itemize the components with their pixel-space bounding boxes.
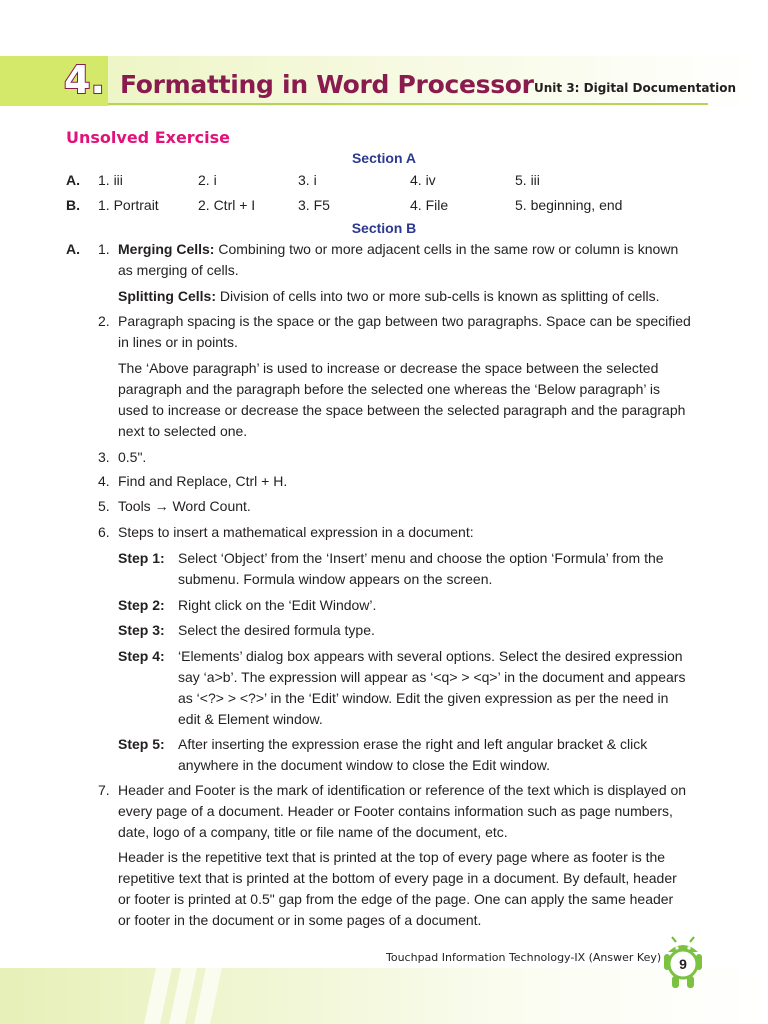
step-3-line-1: Select the desired formula type. <box>178 622 375 638</box>
step-1-line-1: Select ‘Object’ from the ‘Insert’ menu and choose the option ‘Formula’ from the <box>178 550 664 566</box>
q2-line-2: in lines or in points. <box>118 334 238 350</box>
q4-number: 4. <box>98 473 110 489</box>
q3-number: 3. <box>98 449 110 465</box>
step-1-label: Step 1: <box>118 550 165 566</box>
q1-number: 1. <box>98 241 110 257</box>
merging-line-2: as merging of cells. <box>118 262 239 278</box>
q2-p2-line-4: next to selected one. <box>118 423 248 439</box>
q2-number: 2. <box>98 313 110 329</box>
step-5-line-2: anywhere in the document window to close the Edit window. <box>178 757 550 773</box>
q7-line-1: Header and Footer is the mark of identification or reference of the text which is displayed on <box>118 782 687 798</box>
section-a-title: Section A <box>351 150 417 166</box>
answer-item: 1. iii <box>98 172 123 188</box>
chapter-title: Formatting in Word Processor <box>120 70 534 99</box>
q7-line-3: date, logo of a company, title or file name of the document, etc. <box>118 824 508 840</box>
step-4-line-3: as ‘<?> > <?>’ in the ‘Edit’ window. Edit the given expression as per the need in <box>178 690 669 706</box>
merging-term: Merging Cells: <box>118 241 215 257</box>
q7-p2-line-1: Header is the repetitive text that is printed at the top of every page where as footer is the <box>118 849 666 865</box>
answer-item: 4. File <box>410 197 449 213</box>
q6-number: 6. <box>98 524 110 540</box>
step-4-line-4: edit & Element window. <box>178 711 323 727</box>
exercise-heading: Unsolved Exercise <box>66 128 231 147</box>
q7-p2-line-2: repetitive text that is printed at the bottom of every page in a document. By default, header <box>118 870 677 886</box>
answer-item: 3. i <box>298 172 317 188</box>
q7-line-2: every page of a document. Header or Footer contains information such as page numbers, <box>118 803 673 819</box>
q2-p2-line-2: paragraph and the paragraph before the selected one whereas the ‘Below paragraph’ is <box>118 381 660 397</box>
page-number: 9 <box>679 956 687 972</box>
q2-p2-line-3: used to increase or decrease the space between the selected paragraph and the paragraph <box>118 402 686 418</box>
q4-answer: Find and Replace, Ctrl + H. <box>118 473 288 489</box>
step-5-label: Step 5: <box>118 736 165 752</box>
step-4-label: Step 4: <box>118 648 165 664</box>
q1-splitting <box>118 286 660 307</box>
answer-item: 5. beginning, end <box>515 197 623 213</box>
q7-p2-line-4: or footer in the document or in some pages of a document. <box>118 912 482 928</box>
answer-item: 1. Portrait <box>98 197 159 213</box>
answer-item: 2. i <box>198 172 217 188</box>
section-b-label: A. <box>66 241 80 257</box>
header-rule <box>108 103 708 105</box>
step-1-line-2: submenu. Formula window appears on the screen. <box>178 571 493 587</box>
q2-p2-line-1: The ‘Above paragraph’ is used to increase or decrease the space between the selected <box>118 360 659 376</box>
q5-answer: Tools → Word Count. <box>118 498 251 514</box>
step-3-label: Step 3: <box>118 622 165 638</box>
footer-band <box>0 968 768 1024</box>
step-2-line-1: Right click on the ‘Edit Window’. <box>178 597 377 613</box>
answer-item: 5. iii <box>515 172 540 188</box>
answer-item: 2. Ctrl + I <box>198 197 256 213</box>
android-mascot-icon <box>660 936 706 994</box>
step-4-line-2: say ‘a>b’. The expression will appear as ‘<q> > <q>’ in the document and appears <box>178 669 686 685</box>
merging-line-1: Combining two or more adjacent cells in the same row or column is known <box>218 241 679 257</box>
q5-number: 5. <box>98 498 110 514</box>
q1-merging <box>118 239 704 260</box>
splitting-term: Splitting Cells: <box>118 288 216 304</box>
q6-intro: Steps to insert a mathematical expression in a document: <box>118 524 474 540</box>
answer-item: 3. F5 <box>298 197 330 213</box>
step-4-line-1: ‘Elements’ dialog box appears with several options. Select the desired expression <box>178 648 683 664</box>
step-5-line-1: After inserting the expression erase the right and left angular bracket & click <box>178 736 648 752</box>
book-title: Touchpad Information Technology-IX (Answer Key) <box>386 951 662 964</box>
answer-item: 4. iv <box>410 172 436 188</box>
q3-answer: 0.5". <box>118 449 147 465</box>
q7-p2-line-3: or footer is printed at 0.5" gap from the edge of the page. One can apply the same header <box>118 891 674 907</box>
section-b-title: Section B <box>351 220 417 236</box>
splitting-text: Division of cells into two or more sub-cells is known as splitting of cells. <box>219 288 660 304</box>
step-2-label: Step 2: <box>118 597 165 613</box>
unit-label: Unit 3: Digital Documentation <box>534 81 737 95</box>
q2-line-1: Paragraph spacing is the space or the gap between two paragraphs. Space can be specified <box>118 313 691 329</box>
chapter-number: 4. <box>64 58 105 102</box>
q7-number: 7. <box>98 782 110 798</box>
row-label: A. <box>66 172 80 188</box>
row-label: B. <box>66 197 80 213</box>
